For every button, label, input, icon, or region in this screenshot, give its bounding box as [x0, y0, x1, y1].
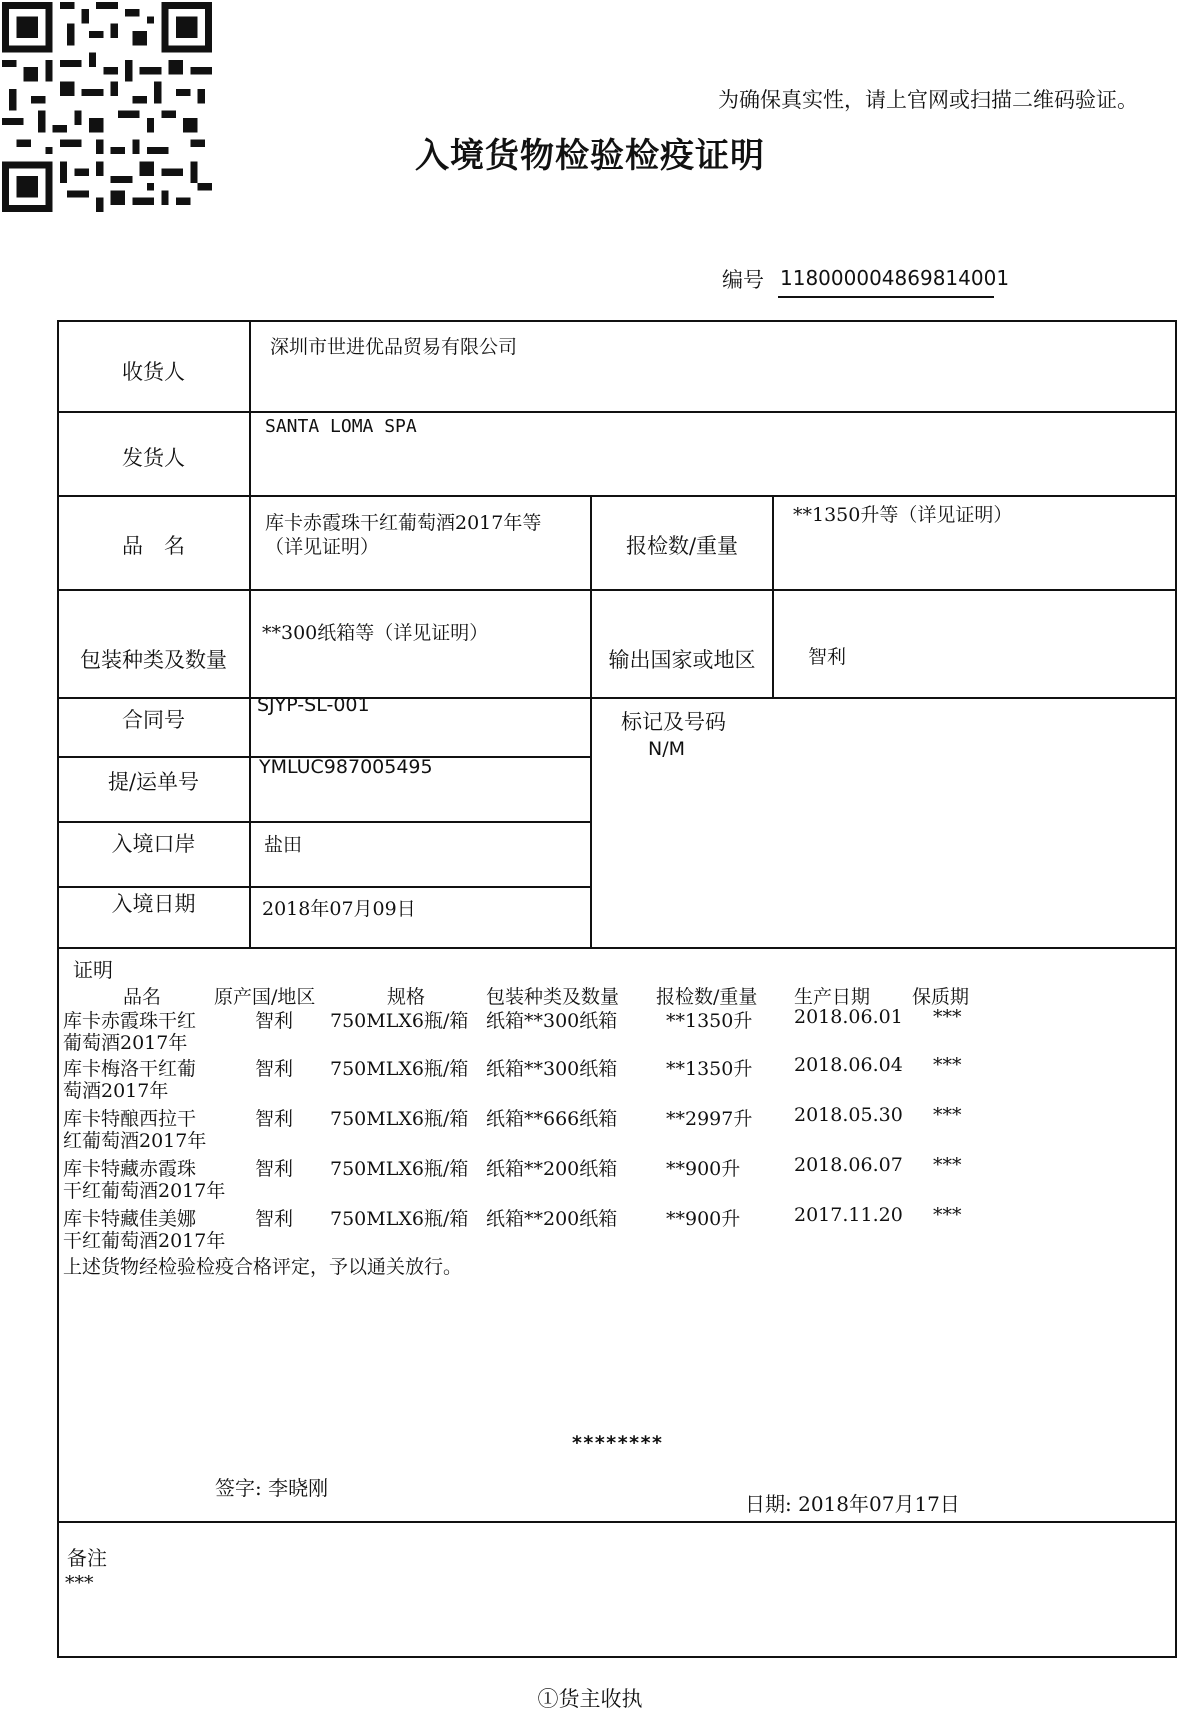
row2-spec: 750MLX6瓶/箱 — [330, 1058, 469, 1080]
packing-label: 包装种类及数量 — [80, 648, 227, 672]
quantity-weight-value: **1350升等（详见证明） — [793, 504, 1013, 526]
row1-name-line2: 葡萄酒2017年 — [63, 1032, 188, 1054]
bill-of-lading-value: YMLUC987005495 — [259, 756, 433, 778]
proof-label: 证明 — [73, 958, 113, 982]
row3-packing: 纸箱**666纸箱 — [486, 1108, 618, 1130]
product-name-label: 品 名 — [122, 534, 185, 558]
row5-spec: 750MLX6瓶/箱 — [330, 1208, 469, 1230]
row1-origin: 智利 — [255, 1010, 294, 1032]
col-header-production-date: 生产日期 — [794, 986, 871, 1008]
row4-quantity: **900升 — [666, 1158, 741, 1180]
cert-number: 118000004869814001 — [778, 266, 994, 298]
row2-shelf-life: *** — [933, 1054, 962, 1076]
cert-number-label: 编号 — [722, 268, 764, 292]
bill-of-lading-label: 提/运单号 — [107, 770, 200, 794]
signature: 签字: 李晓刚 — [215, 1476, 329, 1500]
origin-country-value: 智利 — [808, 646, 847, 668]
consignor-label: 发货人 — [122, 446, 185, 470]
row4-origin: 智利 — [255, 1158, 294, 1180]
row3-quantity: **2997升 — [666, 1108, 753, 1130]
consignee-value: 深圳市世进优品贸易有限公司 — [270, 336, 518, 358]
row4-name-line1: 库卡特藏赤霞珠 — [63, 1158, 197, 1180]
row3-name-line1: 库卡特酿西拉干 — [63, 1108, 197, 1130]
entry-port-label: 入境口岸 — [111, 832, 196, 856]
row1-production-date: 2018.06.01 — [794, 1006, 903, 1028]
conclusion-text: 上述货物经检验检疫合格评定，予以通关放行。 — [63, 1256, 463, 1278]
row5-origin: 智利 — [255, 1208, 294, 1230]
consignee-label: 收货人 — [122, 360, 185, 384]
col-header-shelf-life: 保质期 — [912, 986, 970, 1008]
row5-packing: 纸箱**200纸箱 — [486, 1208, 618, 1230]
remarks-value: *** — [65, 1572, 94, 1594]
row4-shelf-life: *** — [933, 1154, 962, 1176]
quantity-weight-label: 报检数/重量 — [625, 534, 739, 558]
entry-port-value: 盐田 — [264, 834, 303, 856]
row1-shelf-life: *** — [933, 1006, 962, 1028]
verify-note: 为确保真实性，请上官网或扫描二维码验证。 — [718, 88, 1138, 112]
product-name-line1: 库卡赤霞珠干红葡萄酒2017年等 — [265, 512, 542, 534]
row3-production-date: 2018.05.30 — [794, 1104, 903, 1126]
row4-production-date: 2018.06.07 — [794, 1154, 903, 1176]
packing-value: **300纸箱等（详见证明） — [262, 622, 489, 644]
row4-name-line2: 干红葡萄酒2017年 — [63, 1180, 226, 1202]
row2-quantity: **1350升 — [666, 1058, 753, 1080]
marks-label: 标记及号码 — [621, 710, 726, 734]
row2-name-line1: 库卡梅洛干红葡 — [63, 1058, 197, 1080]
remarks-label: 备注 — [67, 1546, 107, 1570]
col-header-quantity: 报检数/重量 — [656, 986, 758, 1008]
sign-date: 日期: 2018年07月17日 — [745, 1492, 960, 1516]
row5-production-date: 2017.11.20 — [794, 1204, 903, 1226]
row5-quantity: **900升 — [666, 1208, 741, 1230]
row4-spec: 750MLX6瓶/箱 — [330, 1158, 469, 1180]
certificate-form — [57, 320, 1177, 1658]
contract-no-label: 合同号 — [122, 708, 185, 732]
row2-production-date: 2018.06.04 — [794, 1054, 903, 1076]
row3-shelf-life: *** — [933, 1104, 962, 1126]
row3-origin: 智利 — [255, 1108, 294, 1130]
consignor-value: SANTA LOMA SPA — [265, 416, 417, 437]
document-title: 入境货物检验检疫证明 — [415, 136, 765, 176]
row1-packing: 纸箱**300纸箱 — [486, 1010, 618, 1032]
col-header-packing: 包装种类及数量 — [486, 986, 620, 1008]
redacted-stars: ******** — [571, 1432, 663, 1454]
col-header-name: 品名 — [123, 986, 162, 1008]
row1-quantity: **1350升 — [666, 1010, 753, 1032]
product-name-line2: （详见证明） — [265, 536, 380, 558]
row3-spec: 750MLX6瓶/箱 — [330, 1108, 469, 1130]
col-header-origin: 原产国/地区 — [214, 986, 316, 1008]
copy-label: ①货主收执 — [537, 1687, 643, 1711]
row1-name-line1: 库卡赤霞珠干红 — [63, 1010, 197, 1032]
row1-spec: 750MLX6瓶/箱 — [330, 1010, 469, 1032]
row3-name-line2: 红葡萄酒2017年 — [63, 1130, 207, 1152]
row5-shelf-life: *** — [933, 1204, 962, 1226]
entry-date-value: 2018年07月09日 — [262, 898, 416, 920]
row5-name-line2: 干红葡萄酒2017年 — [63, 1230, 226, 1252]
col-header-spec: 规格 — [387, 986, 426, 1008]
contract-no-value: SJYP-SL-001 — [257, 694, 370, 716]
origin-country-label: 输出国家或地区 — [608, 648, 756, 672]
row2-packing: 纸箱**300纸箱 — [486, 1058, 618, 1080]
row5-name-line1: 库卡特藏佳美娜 — [63, 1208, 197, 1230]
qr-code — [2, 2, 212, 212]
row4-packing: 纸箱**200纸箱 — [486, 1158, 618, 1180]
marks-value: N/M — [648, 738, 686, 760]
entry-date-label: 入境日期 — [111, 892, 196, 916]
row2-name-line2: 萄酒2017年 — [63, 1080, 169, 1102]
row2-origin: 智利 — [255, 1058, 294, 1080]
